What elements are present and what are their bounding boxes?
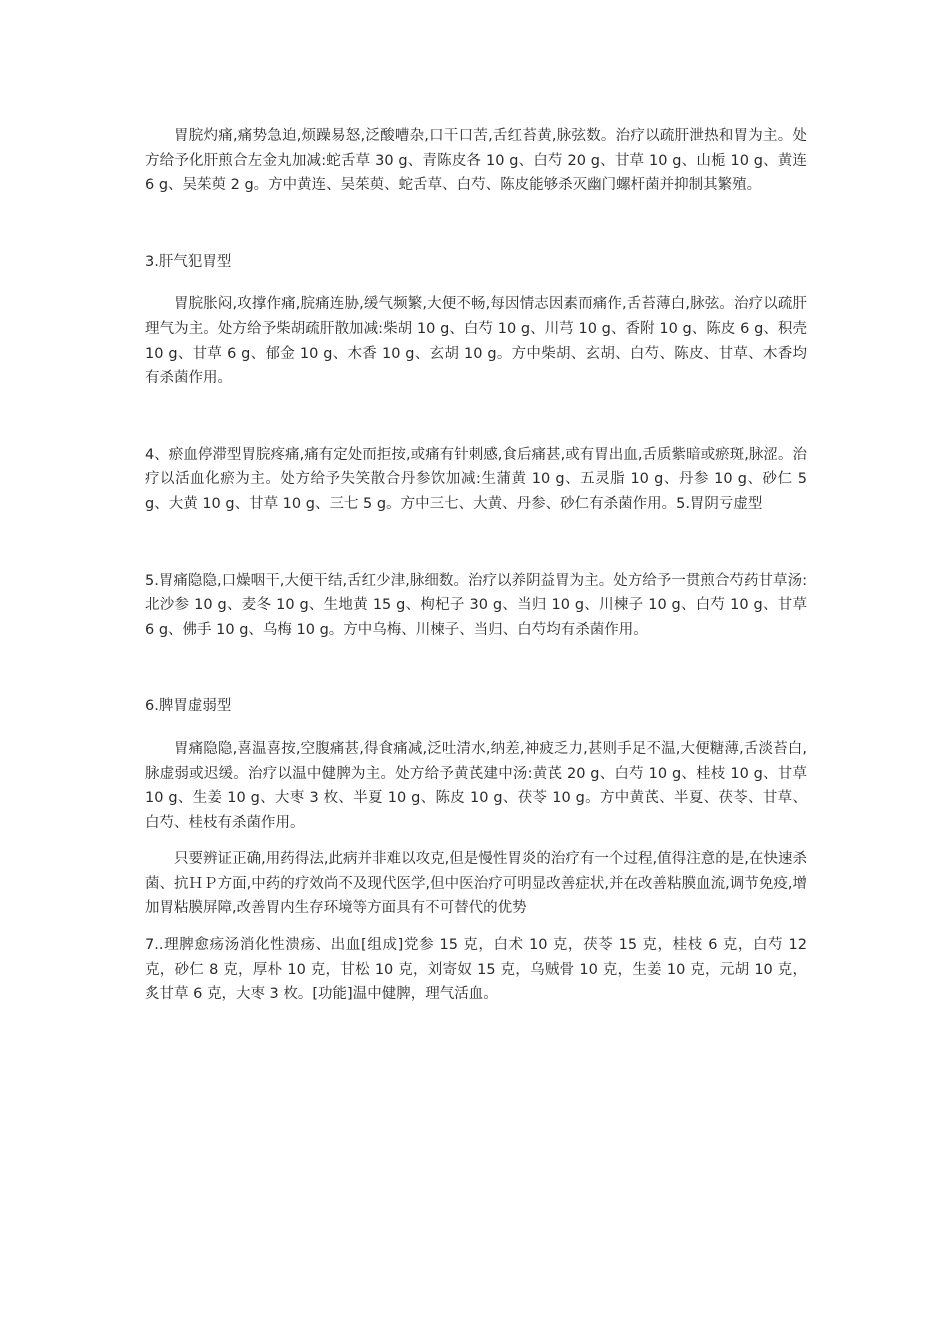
paragraph-stomach-yin-deficiency: 5.胃痛隐隐,口燥咽干,大便干结,舌红少津,脉细数。治疗以养阴益胃为主。处方给予一贯煎合芍药甘草汤:北沙参 10 g、麦冬 10 g、生地黄 15 g、枸杞子 30 g、当归 10 g、川楝子 10 g、白芍 10 g、甘草 6 g、佛手 10 g、乌梅 10 g。方中乌梅、川楝子、当归、白芍均有杀菌作用。 bbox=[145, 572, 807, 638]
document-page bbox=[145, 124, 807, 1007]
paragraph-blood-stasis: 4、瘀血停滞型胃脘疼痛,痛有定处而拒按,或痛有针刺感,食后痛甚,或有胃出血,舌质紫暗或瘀斑,脉涩。治疗以活血化瘀为主。处方给予失笑散合丹参饮加减:生蒲黄 10 g、五灵脂 10 g、丹参 10 g、砂仁 5 g、大黄 10 g、甘草 10 g、三七 5 g。方中三七、大黄、丹参、砂仁有杀菌作用。5.胃阴亏虚型 bbox=[145, 446, 807, 512]
section-heading-spleen-weakness: 6.脾胃虚弱型 bbox=[145, 698, 232, 715]
section-heading-liver-qi: 3.肝气犯胃型 bbox=[145, 253, 232, 270]
paragraph-liver-stomach-heat: 胃脘灼痛,痛势急迫,烦躁易怒,泛酸嘈杂,口干口苦,舌红苔黄,脉弦数。治疗以疏肝泄热和胃为主。处方给予化肝煎合左金丸加减:蛇舌草 30 g、青陈皮各 10 g、白芍 20 g、甘草 10 g、山栀 10 g、黄连 6 g、吴茱萸 2 g。方中黄连、吴茱萸、蛇舌草、白芍、陈皮能够杀灭幽门螺杆菌并抑制其繁殖。 bbox=[145, 128, 807, 194]
paragraph-summary: 只要辨证正确,用药得法,此病并非难以攻克,但是慢性胃炎的治疗有一个过程,值得注意的是,在快速杀菌、抗ＨＰ方面,中药的疗效尚不及现代医学,但中医治疗可明显改善症状,并在改善粘膜血流,调节免疫,增加胃粘膜屏障,改善胃内生存环境等方面具有不可替代的优势 bbox=[145, 851, 807, 917]
paragraph-ulcer-formula: 7..理脾愈疡汤消化性溃疡、出血[组成]党参 15 克，白术 10 克，茯苓 15 克，桂枝 6 克，白芍 12 克，砂仁 8 克，厚朴 10 克，甘松 10 克，刘寄奴 15 克，乌贼骨 10 克，生姜 10 克，元胡 10 克，炙甘草 6 克，大枣 3 枚。[功能]温中健脾，理气活血。 bbox=[145, 937, 807, 1003]
paragraph-spleen-weakness: 胃痛隐隐,喜温喜按,空腹痛甚,得食痛减,泛吐清水,纳差,神疲乏力,甚则手足不温,大便糖薄,舌淡苔白,脉虚弱或迟缓。治疗以温中健脾为主。处方给予黄芪建中汤:黄芪 20 g、白芍 10 g、桂枝 10 g、甘草 10 g、生姜 10 g、大枣 3 枚、半夏 10 g、陈皮 10 g、茯苓 10 g。方中黄芪、半夏、茯苓、甘草、白芍、桂枝有杀菌作用。 bbox=[145, 740, 807, 831]
paragraph-liver-qi: 胃脘胀闷,攻撑作痛,脘痛连胁,缓气频繁,大便不畅,每因情志因素而痛作,舌苔薄白,脉弦。治疗以疏肝理气为主。处方给予柴胡疏肝散加减:柴胡 10 g、白芍 10 g、川芎 10 g、香附 10 g、陈皮 6 g、积壳 10 g、甘草 6 g、郁金 10 g、木香 10 g、玄胡 10 g。方中柴胡、玄胡、白芍、陈皮、甘草、木香均有杀菌作用。 bbox=[145, 296, 807, 387]
